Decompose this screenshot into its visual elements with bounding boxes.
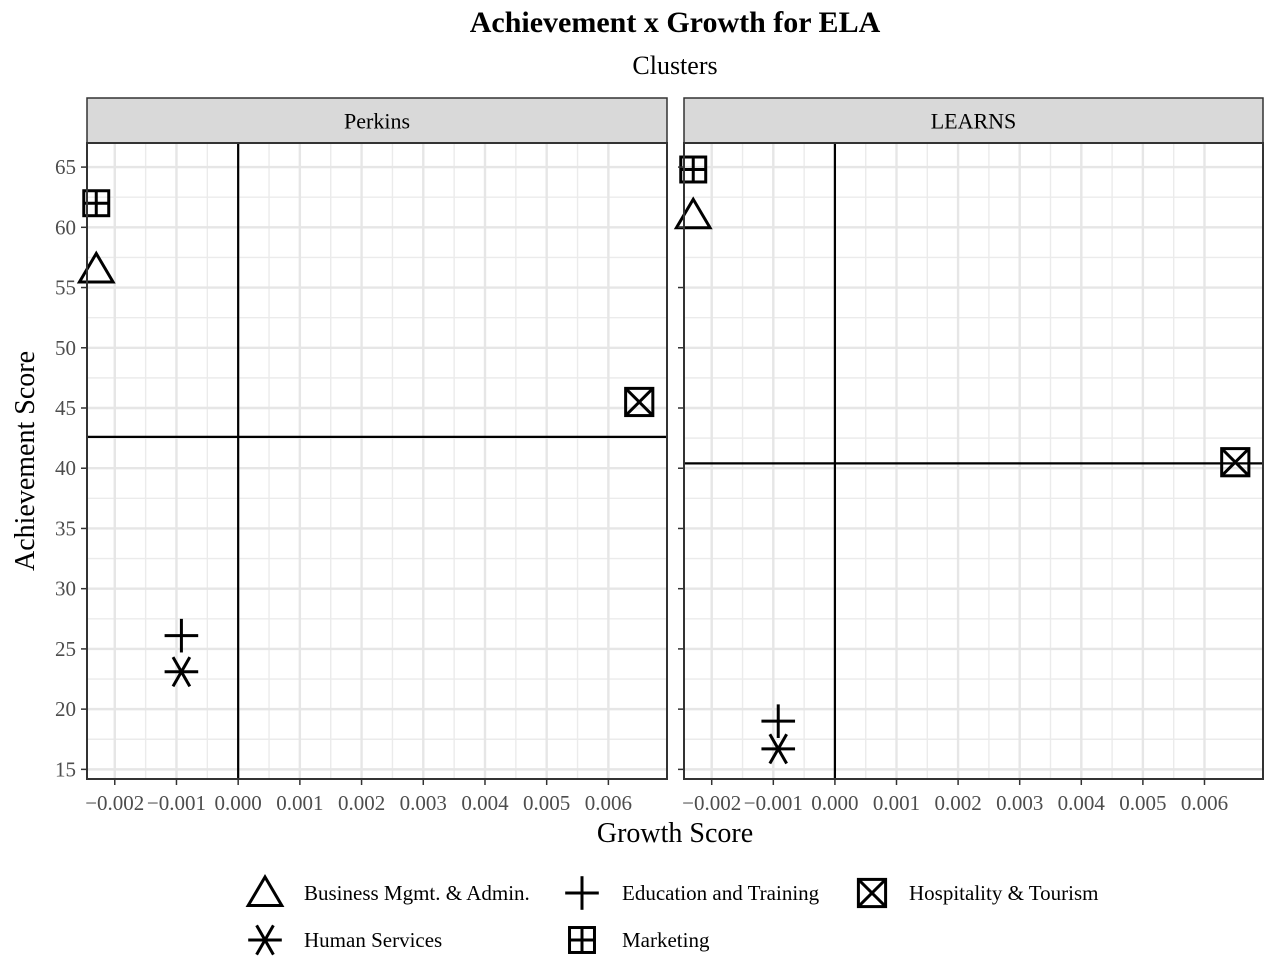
x-tick-label: 0.005 [1119,791,1167,815]
x-tick-label: 0.002 [337,791,386,815]
x-tick-label: −0.001 [146,791,207,815]
y-tick-label: 35 [55,516,76,541]
y-tick-label: 55 [55,275,76,300]
x-axis-perkins [85,779,632,815]
legend-label: Education and Training [622,881,820,905]
x-tick-label: 0.000 [811,791,859,815]
y-tick-label: 20 [55,697,76,722]
legend-label: Business Mgmt. & Admin. [304,881,530,905]
x-tick-label: 0.002 [934,791,982,815]
legend-item-education-and-training [565,876,819,910]
legend-key-hospitality-and-tourism [858,879,885,906]
x-tick-label: 0.006 [584,791,633,815]
y-tick-label: 40 [55,456,76,481]
chart-title: Achievement x Growth for ELA [469,6,881,39]
x-tick-label: 0.000 [214,791,262,815]
x-tick-label: −0.002 [85,791,145,815]
legend-item-hospitality-and-tourism [858,879,1098,906]
x-tick-label: −0.002 [682,791,742,815]
y-axis-perkins [55,155,87,781]
x-tick-label: −0.001 [743,791,803,815]
plot-area-learns [684,143,1263,779]
strip-label-perkins: Perkins [344,108,410,134]
y-tick-label: 50 [55,335,76,360]
x-axis-learns [682,779,1228,815]
legend-key-business-mgmt-and-admin [248,877,282,905]
legend-item-marketing [570,928,710,953]
legend-label: Marketing [622,928,710,952]
x-axis-title: Growth Score [596,818,754,849]
x-tick-label: 0.005 [523,791,571,815]
y-tick-label: 25 [55,636,76,661]
panel-learns [676,98,1263,815]
y-axis-title: Achievement Score [10,350,41,572]
y-tick-label: 65 [55,155,76,180]
panel-perkins [55,98,667,815]
y-tick-label: 45 [55,396,76,420]
legend [248,876,1098,954]
y-tick-label: 15 [55,757,76,782]
x-tick-label: 0.004 [1057,791,1105,815]
x-tick-label: 0.001 [276,791,324,815]
legend-key-marketing [570,928,595,953]
x-tick-label: 0.003 [399,791,447,815]
legend-item-business-mgmt-and-admin [248,877,530,905]
legend-key-human-services [248,925,282,954]
legend-item-human-services [248,925,442,954]
x-tick-label: 0.003 [996,791,1044,815]
y-tick-label: 60 [55,215,76,240]
x-tick-label: 0.006 [1180,791,1229,815]
y-tick-label: 30 [55,576,76,601]
chart-subtitle: Clusters [632,51,718,80]
strip-label-learns: LEARNS [930,108,1017,134]
x-tick-label: 0.004 [461,791,509,815]
legend-key-education-and-training [565,876,599,910]
x-tick-label: 0.001 [872,791,921,815]
legend-label: Human Services [304,928,443,952]
legend-label: Hospitality & Tourism [909,881,1099,905]
facet-panels [55,98,1263,815]
